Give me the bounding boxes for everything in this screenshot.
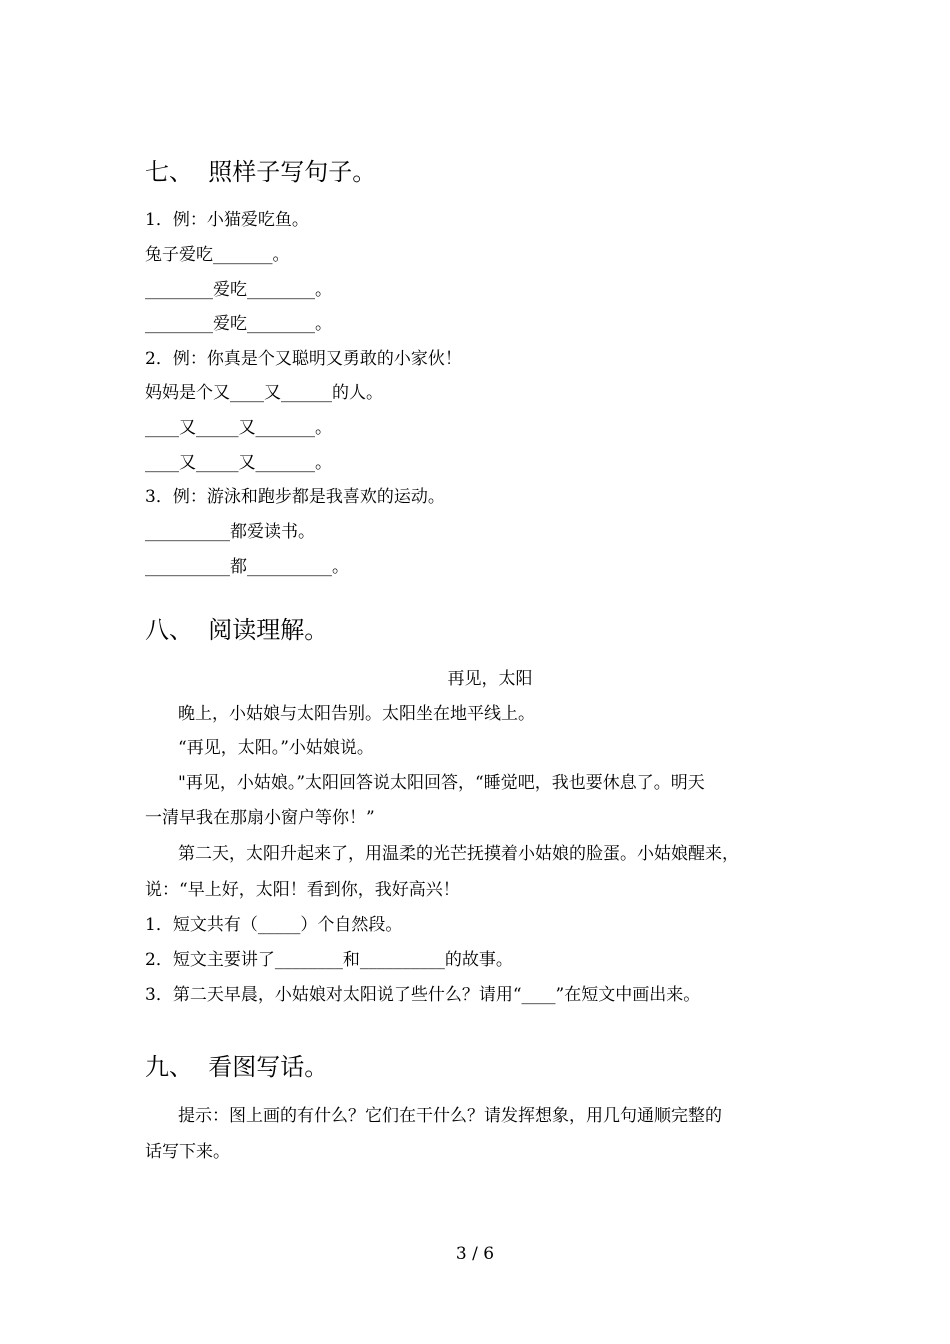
section-7-line: __________都__________。 bbox=[145, 557, 349, 577]
page-number: 3 / 6 bbox=[455, 1244, 495, 1264]
prompt-line: 提示：图上画的有什么？它们在干什么？请发挥想象，用几句通顺完整的 bbox=[178, 1106, 722, 1126]
section-9-heading: 九、 看图写话。 bbox=[145, 1053, 329, 1081]
section-7-line: ________爱吃________。 bbox=[145, 314, 332, 334]
section-7-line: 妈妈是个又____又______的人。 bbox=[145, 383, 383, 403]
question: 2．短文主要讲了________和__________的故事。 bbox=[145, 950, 513, 970]
section-7-line: ________爱吃________。 bbox=[145, 280, 332, 300]
section-7-line: ____又_____又_______。 bbox=[145, 453, 332, 473]
story-paragraph: 晚上，小姑娘与太阳告别。太阳坐在地平线上。 bbox=[178, 704, 535, 724]
story-paragraph: 第二天，太阳升起来了，用温柔的光芒抚摸着小姑娘的脸蛋。小姑娘醒来， bbox=[178, 844, 739, 864]
section-7-line: 2．例：你真是个又聪明又勇敢的小家伙！ bbox=[145, 349, 462, 369]
section-7-line: ____又_____又_______。 bbox=[145, 418, 332, 438]
story-paragraph: “再见，太阳。”小姑娘说。 bbox=[178, 738, 374, 758]
story-paragraph: 说：“早上好，太阳！看到你，我好高兴！ bbox=[145, 880, 460, 900]
story-paragraph: 一清早我在那扇小窗户等你！” bbox=[145, 808, 375, 828]
question: 3．第二天早晨，小姑娘对太阳说了些什么？请用“____”在短文中画出来。 bbox=[145, 985, 701, 1005]
section-7-line: 3．例：游泳和跑步都是我喜欢的运动。 bbox=[145, 487, 445, 507]
section-7-line: 兔子爱吃_______。 bbox=[145, 245, 290, 265]
section-7-line: __________都爱读书。 bbox=[145, 522, 315, 542]
section-8-heading: 八、 阅读理解。 bbox=[145, 616, 329, 644]
section-7-heading: 七、 照样子写句子。 bbox=[145, 158, 377, 186]
story-title: 再见，太阳 bbox=[447, 669, 533, 689]
story-paragraph: "再见，小姑娘。”太阳回答说太阳回答，“睡觉吧，我也要休息了。明天 bbox=[178, 773, 705, 793]
prompt-line: 话写下来。 bbox=[145, 1142, 230, 1162]
section-7-line: 1．例：小猫爱吃鱼。 bbox=[145, 210, 309, 230]
question: 1．短文共有（_____）个自然段。 bbox=[145, 915, 403, 935]
